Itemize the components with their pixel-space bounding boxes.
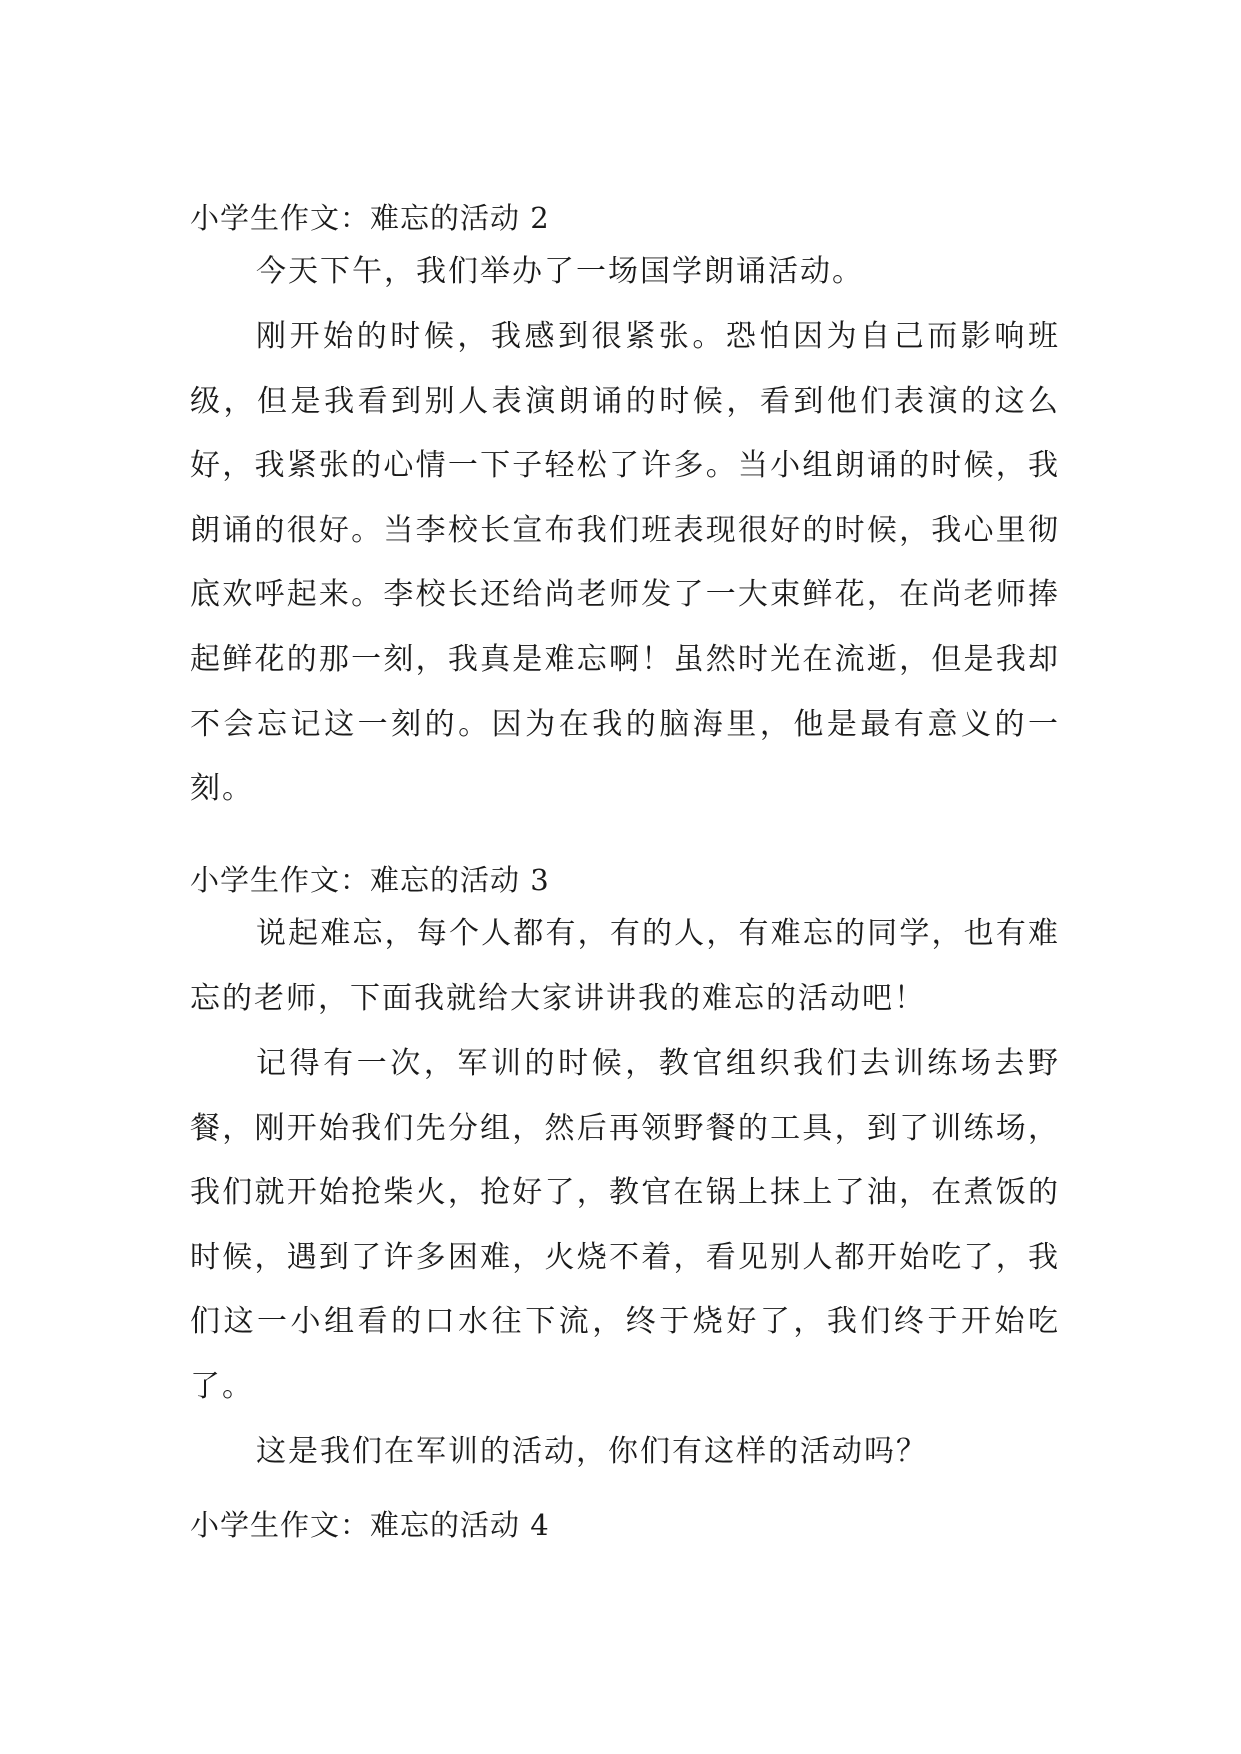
essay-3-paragraph-3: 这是我们在军训的活动，你们有这样的活动吗？ <box>256 1434 928 1469</box>
essay-3-paragraph-2: 记得有一次，军训的时候，教官组织我们去训练场去野餐，刚开始我们先分组，然后再领野餐的工具，到了训练场，我们就开始抢柴火，抢好了，教官在锅上抹上了油，在煮饭的时候，遇到了许多困难，火烧不着，看见别人都开始吃了，我们这一小组看的口水往下流，终于烧好了，我们终于开始吃了。 <box>190 1046 1060 1404</box>
essay-2-paragraph-2: 刚开始的时候，我感到很紧张。恐怕因为自己而影响班级，但是我看到别人表演朗诵的时候，看到他们表演的这么好，我紧张的心情一下子轻松了许多。当小组朗诵的时候，我朗诵的很好。当李校长宣布我们班表现很好的时候，我心里彻底欢呼起来。李校长还给尚老师发了一大束鲜花，在尚老师捧起鲜花的那一刻，我真是难忘啊！虽然时光在流逝，但是我却不会忘记这一刻的。因为在我的脑海里，他是最有意义的一刻。 <box>190 319 1060 807</box>
essay-2-paragraph-1: 今天下午，我们举办了一场国学朗诵活动。 <box>256 254 864 289</box>
essay-title-4: 小学生作文：难忘的活动 4 <box>190 1508 550 1542</box>
essay-3-paragraph-1: 说起难忘，每个人都有，有的人，有难忘的同学，也有难忘的老师，下面我就给大家讲讲我的难忘的活动吧！ <box>190 916 1060 1016</box>
essay-title-3: 小学生作文：难忘的活动 3 <box>190 863 550 897</box>
essay-title-2: 小学生作文：难忘的活动 2 <box>190 201 550 235</box>
